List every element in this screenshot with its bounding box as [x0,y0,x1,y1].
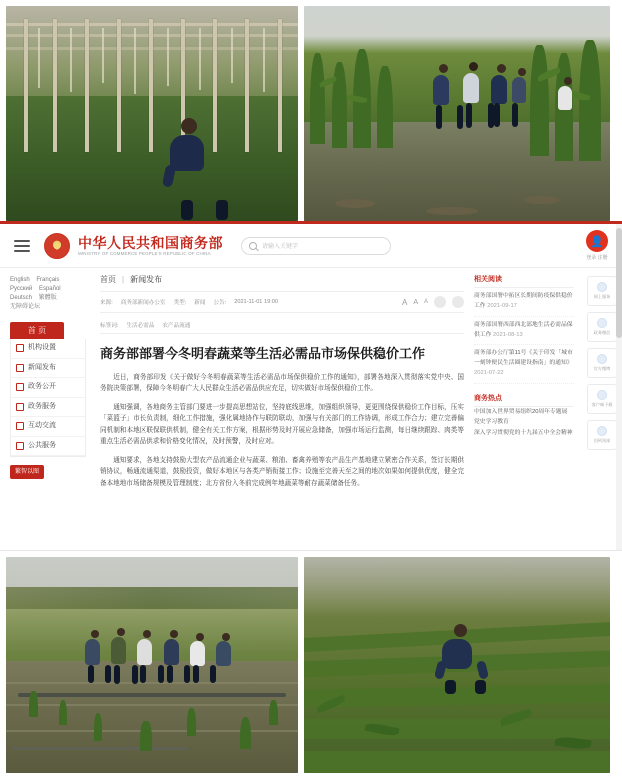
service-icon [597,282,607,292]
sidebar-item-interaction[interactable] [11,417,85,437]
related-column [474,268,582,551]
rail-button-label: 官方微博 [593,366,611,371]
related-item-date: 2021-07-22 [474,370,504,377]
related-item[interactable] [474,317,574,346]
meta-source-label: 来源: [100,300,113,306]
sidebar-item-disclosure[interactable] [11,378,85,398]
meta-date-label: 公告: [213,300,227,306]
tag-item-1[interactable]: 生活必需品 [126,323,155,329]
lang-espanol[interactable]: Español [38,286,61,292]
article-paragraph-3: 通知要求，各地支持鼓励大型农产品流通企业与蔬菜、粮油、畜禽养殖等农产品生产基地建立紧密合作关系，签订长期供销协议，畅通流通渠道，鼓励投资，做好本地区与各类产销衔接工作；设施至完善天至之间的地次如果如何提供优度，健全完备本地地市场储备规模及管理制度；北方省份入冬前完成例年地蔬菜等耐存蔬菜储备任务。 [100,456,464,487]
sidebar-tab-home[interactable]: 首 页 [10,322,64,339]
hot-item[interactable]: 党史学习教育 [474,419,509,426]
article-column [96,268,474,551]
wechat-icon [597,318,607,328]
ginger-field-worker-photo [304,557,610,773]
lang-traditional[interactable]: 繁體版 [38,295,57,301]
hot-title: 商务热点 [474,393,574,407]
sidebar-nav [10,339,86,457]
mail-icon [16,442,24,450]
rail-button-weibo[interactable] [587,348,617,378]
scrollbar-thumb[interactable] [616,228,622,338]
article-paragraph-1: 近日，商务部印发《关于做好今冬明春蔬菜等生活必需品市场保供稳价工作的通知》，部署各地深入贯彻落实党中央、国务院决策部署，保障今冬明春广大人民群众生活必需品供应充足，切实做好市场保供稳价工作。 [100,373,464,393]
rail-button-app[interactable] [587,384,617,414]
site-body [0,268,622,551]
rail-button-service[interactable] [587,276,617,306]
rail-button-label: 政务微信 [593,330,611,335]
app-icon [597,390,607,400]
search-icon [249,242,257,250]
article-tags [100,319,464,334]
rail-button-wechat[interactable] [587,312,617,342]
lang-deutsch[interactable]: Deutsch [10,295,33,301]
rail-button-top[interactable] [587,420,617,450]
sidebar-item-label: 互动交流 [28,422,56,429]
corn-field-group-inspection-photo [304,6,610,221]
chat-icon [16,422,24,430]
user-labels: 登录 注册 [586,255,608,261]
site-title-en: MINISTRY OF COMMERCE PEOPLE'S REPUBLIC OF CHINA [78,251,211,257]
doc-icon [16,383,24,391]
lang-francais[interactable]: Français [36,277,60,283]
meta-source-value: 商务部新闻办公室 [120,300,166,306]
breadcrumb [100,274,464,285]
sidebar-item-label: 公共服务 [28,441,56,449]
search-input[interactable] [241,237,391,255]
article-paragraph-2: 通知强调，各地商务主管部门要进一步提高思想站位，坚持底线思维，加强组织领导，更更围绕保供稳价工作目标，压实「菜篮子」市长负责制，细化工作措施，强化属地协作与联防联动，加强与有关部门的工作协调，形成工作合力；建立完善偏同机制和本地区联保联供机制，健全有关工作方案，根据形势及时开展应急储备，加强市场运行监测，每日继续跟踪、肉类等重点生活必需品供求和价格变化情况，及时预警，及时应对。 [100,403,464,446]
sidebar-item-services[interactable] [11,398,85,418]
breadcrumb-news[interactable]: 新闻发布 [130,275,163,284]
breadcrumb-home[interactable]: 首页 [100,275,116,284]
sidebar-item-label: 机构设置 [28,344,56,351]
user-account-block[interactable] [586,230,608,261]
related-item-text: 商务部国署中拓区长期间防疫保供稳价工作 [474,293,573,309]
related-item[interactable] [474,345,574,384]
news-icon [16,364,24,372]
rail-button-label: 客户端下载 [591,402,613,407]
sidebar-item-label: 新闻发布 [28,363,56,371]
related-item[interactable] [474,288,574,317]
font-size-medium-button[interactable]: A [413,298,418,306]
user-icon[interactable]: 👤 [586,230,608,252]
sidebar-item-institutions[interactable] [11,339,85,359]
page-title: 商务部部署今冬明春蔬菜等生活必需品市场保供稳价工作 [100,346,426,361]
rail-button-label: 回到顶部 [593,438,611,443]
language-list [10,276,90,312]
bottom-photo-row [0,551,622,773]
sidebar-item-public-service[interactable] [11,437,85,457]
ministry-of-commerce-website [0,221,622,551]
related-item-text: 商务部办公厅第11号《关于印发「城市一刻钟便民生活圈建设指南」的通知》 [474,350,573,367]
sidebar-item-news[interactable] [11,359,85,379]
greenhouse-vegetable-inspection-photo [6,6,298,221]
hot-item[interactable]: 深入学习贯彻党的十九届五中全会精神 [474,429,573,436]
lang-accessibility[interactable]: 无障碍论坛 [10,304,41,310]
tag-item-2[interactable]: 农产品流通 [162,323,191,329]
service-icon [16,403,24,411]
related-item-text: 商务部国署西部西北部地生活必需品保供工作 [474,321,573,338]
meta-type-value: 新闻 [194,300,206,306]
font-size-large-button[interactable]: A [401,297,408,307]
meta-time: 2021-11-01 19:00 [234,299,278,305]
sidebar-item-label: 政务公开 [28,383,56,390]
national-emblem-icon [44,233,70,259]
site-branding [78,235,223,256]
sidebar-item-label: 政务服务 [28,402,56,410]
search-placeholder: 请输入关键字 [262,244,299,250]
weibo-icon [597,354,607,364]
site-header [0,224,622,268]
lang-english[interactable]: English [10,277,30,283]
lang-russian[interactable]: Русский [10,286,33,292]
meta-type-label: 类型: [173,300,187,306]
related-item-date: 2021-09-17 [487,302,517,309]
breadcrumb-separator: | [122,275,125,284]
hot-item[interactable]: 中国加入世界贸易组织20周年专题展 [474,408,568,415]
related-title: 相关阅读 [474,274,574,288]
rail-button-label: 网上服务 [593,294,611,299]
site-title: 中华人民共和国商务部 [78,234,223,251]
print-icon[interactable] [434,296,446,308]
left-rail [0,268,96,551]
hamburger-icon[interactable] [14,240,30,252]
scrollbar-track[interactable] [616,224,622,550]
field-group-standing-photo [6,557,298,773]
building-icon [16,344,24,352]
meta-tools [402,296,464,308]
tags-label: 标签词: [100,323,119,329]
article-meta [100,291,464,313]
related-item-date: 2021-08-13 [493,331,523,338]
top-icon [597,426,607,436]
sidebar-action-button[interactable]: 繁智以图 [10,465,44,479]
share-icon[interactable] [452,296,464,308]
font-size-small-button[interactable]: A [423,299,428,305]
top-photo-row [0,0,622,221]
